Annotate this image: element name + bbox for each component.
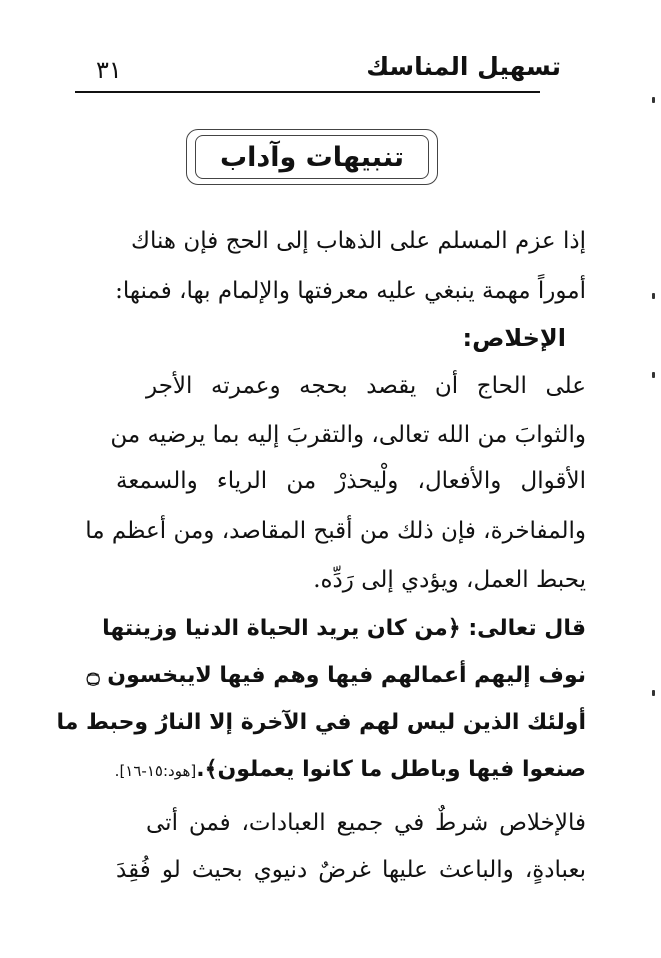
quran-verse-line: قال تعالى: ﴿من كان يريد الحياة الدنيا وزينتها xyxy=(102,616,586,641)
quran-verse-end: صنعوا فيها وباطل ما كانوا يعملون﴾. xyxy=(196,757,586,782)
page-number: ٣١ xyxy=(96,56,122,84)
quran-verse-line: أولئك الذين ليس لهم في الآخرة إلا النارُ وحبط ما xyxy=(56,710,586,735)
paragraph-line: أموراً مهمة ينبغي عليه معرفتها والإلمام بها، فمنها: xyxy=(115,278,586,304)
section-title-inner-frame xyxy=(195,135,429,179)
section-title: تنبيهات وآداب xyxy=(220,141,404,173)
subheading-ikhlas: الإخلاص: xyxy=(462,324,566,352)
running-title: تسهيل المناسك xyxy=(366,52,561,81)
paragraph-line: يحبط العمل، ويؤدي إلى رَدِّه. xyxy=(313,567,586,593)
scan-speck xyxy=(652,97,655,103)
paragraph-line: والمفاخرة، فإن ذلك من أقبح المقاصد، ومن أعظم ما xyxy=(85,518,586,544)
scan-speck xyxy=(652,372,655,378)
quran-verse-line: نوف إليهم أعمالهم فيها وهم فيها لايبخسون ۝ xyxy=(86,663,586,688)
paragraph-line: والثوابَ من الله تعالى، والتقربَ إليه بما يرضيه من xyxy=(110,422,586,448)
header-rule xyxy=(75,91,540,93)
section-title-frame xyxy=(186,129,438,185)
quran-reference: [هود:١٥-١٦]. xyxy=(114,762,197,780)
scan-speck xyxy=(652,690,655,696)
paragraph-line: بعبادةٍ، والباعث عليها غرضٌ دنيوي بحيث لو فُقِدَ xyxy=(116,857,586,883)
paragraph-line: على الحاج أن يقصد بحجه وعمرته الأجر xyxy=(146,373,586,399)
scan-speck xyxy=(652,293,655,299)
paragraph-line: إذا عزم المسلم على الذهاب إلى الحج فإن هناك xyxy=(131,228,586,254)
paragraph-line: الأقوال والأفعال، ولْيحذرْ من الرياء والسمعة xyxy=(116,468,586,494)
paragraph-line: فالإخلاص شرطٌ في جميع العبادات، فمن أتى xyxy=(146,810,586,836)
quran-verse-line xyxy=(116,750,586,790)
